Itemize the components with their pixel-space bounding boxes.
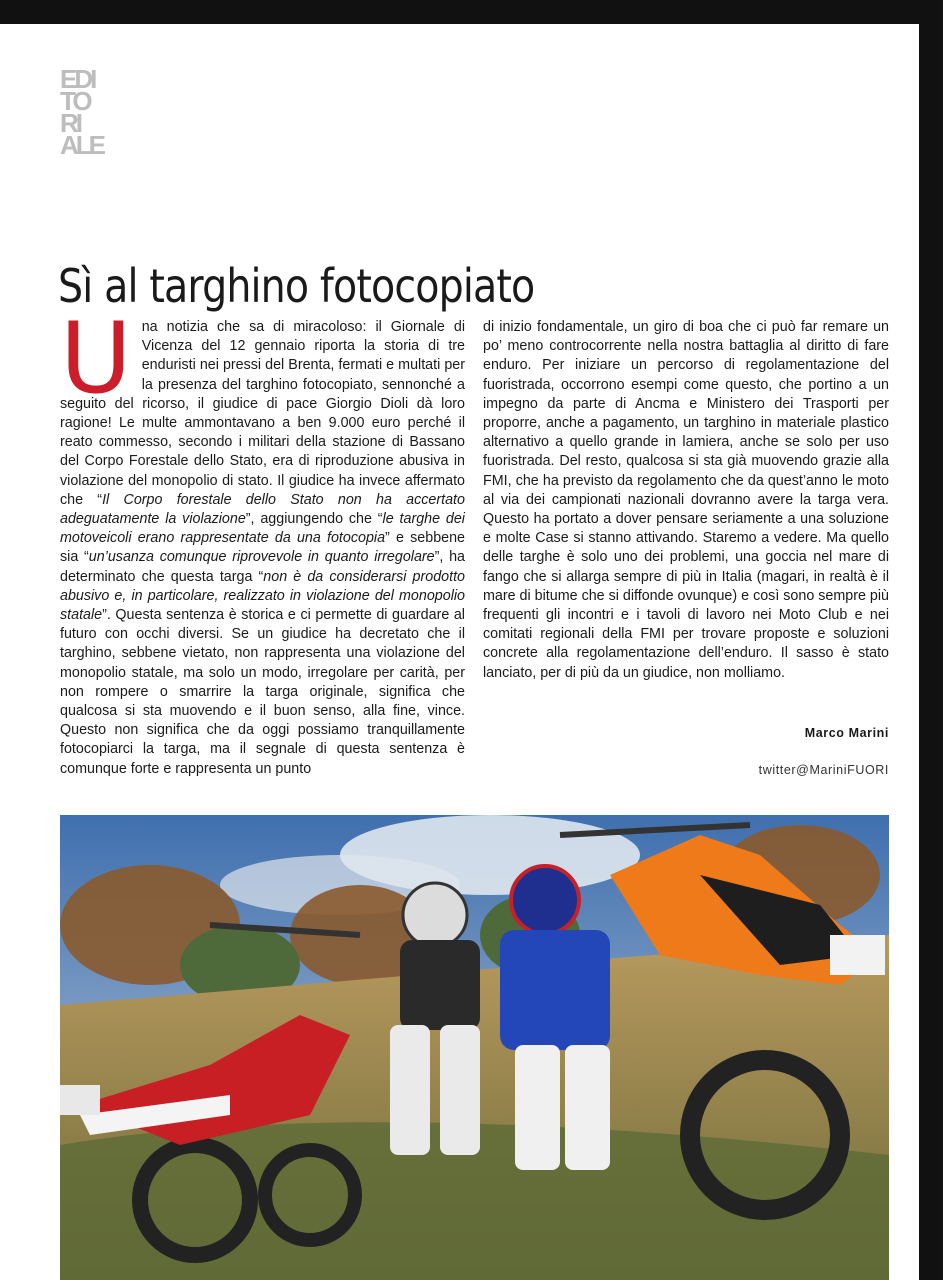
- twitter-handle[interactable]: twitter@MariniFUORI: [758, 763, 889, 777]
- enduro-riders-photo: [60, 815, 889, 1280]
- article-paragraph-continued: di inizio fondamentale, un giro di boa che ci può far remare un po’ meno controcorrente nella nostra battaglia al diritto di fare enduro. Per iniziare un percorso di regolamentazione del fuoristrada, occorrono esempi come questo, che portino a un impegno da parte di Ancma e Ministero dei Trasporti per proporre, anche a pagamento, un targhino in materiale plastico alternativo a quello grande in lamiera, anche se solo per uso fuoristrada. Del resto, qualcosa si sta già muovendo grazie alla FMI, che ha previsto da regolamento che da quest’anno le moto al via dei campionati nazionali dovranno avere la targa vera. Questo ha portato a dover pensare seriamente a una soluzione e molte Case si stanno attivando. Staremo a vedere. Ma quello delle targhe è solo uno dei problemi, una goccia nel mare di fango che si allarga sempre di più in Italia (magari, in realtà è il mare di bitume che si diffonde ovunque) e così sono sempre più frequenti gli incontri e i tavoli di lavoro nei Moto Club e nei comitati regionali della FMI per trovare proposte e soluzioni concrete alla regolamentazione dell’enduro. Il sasso è stato lanciato, per di più da un giudice, non molliamo.: [483, 319, 889, 681]
- article-title: Sì al targhino fotocopiato: [58, 258, 535, 313]
- article-column-left: [60, 302, 466, 779]
- top-border: [0, 0, 943, 24]
- author-name: Marco Marini: [804, 726, 889, 740]
- drop-cap: U: [60, 302, 132, 416]
- right-border: [919, 0, 943, 1280]
- article-paragraph: Una notizia che sa di miracoloso: il Giornale di Vicenza del 12 gennaio riporta la storia di tre enduristi nei pressi del Brenta, fermati e multati per la presenza del targhino fotocopiato, sennonché a seguito del ricorso, il giudice di pace Giorgio Dioli dà loro ragione! Le multe ammontavano a ben 9.000 euro perché il reato commesso, secondo i militari della stazione di Bassano del Corpo Forestale dello Stato, era di riproduzione abusiva in violazione del monopolio di stato. Il giudice ha invece affermato che “Il Corpo forestale dello Stato non ha accertato adeguatamente la violazione”, aggiungendo che “le targhe dei motoveicoli erano rappresentate da una fotocopia” e sebbene sia “un’usanza comunque riprovevole in quanto irregolare”, ha determinato che questa targa “non è da considerarsi prodotto abusivo e, in particolare, realizzato in violazione del monopolio statale”. Questa sentenza è storica e ci permette di guardare al futuro con occhi diversi. Se un giudice ha decretato che il targhino, sebbene vietato, non rappresenta una violazione del monopolio statale, ma solo un modo, irregolare per carità, per non rompere o smarrire la targa originale, significa che qualcosa si sta muovendo e il buon senso, alla fine, vince. Questo non significa che da oggi possiamo tranquillamente fotocopiarci la targa, ma il segnale di questa sentenza è comunque forte e rappresenta un punto: [60, 302, 466, 777]
- article-column-right: [483, 318, 889, 683]
- section-label-editoriale: EDI TO RI ALE: [60, 64, 103, 160]
